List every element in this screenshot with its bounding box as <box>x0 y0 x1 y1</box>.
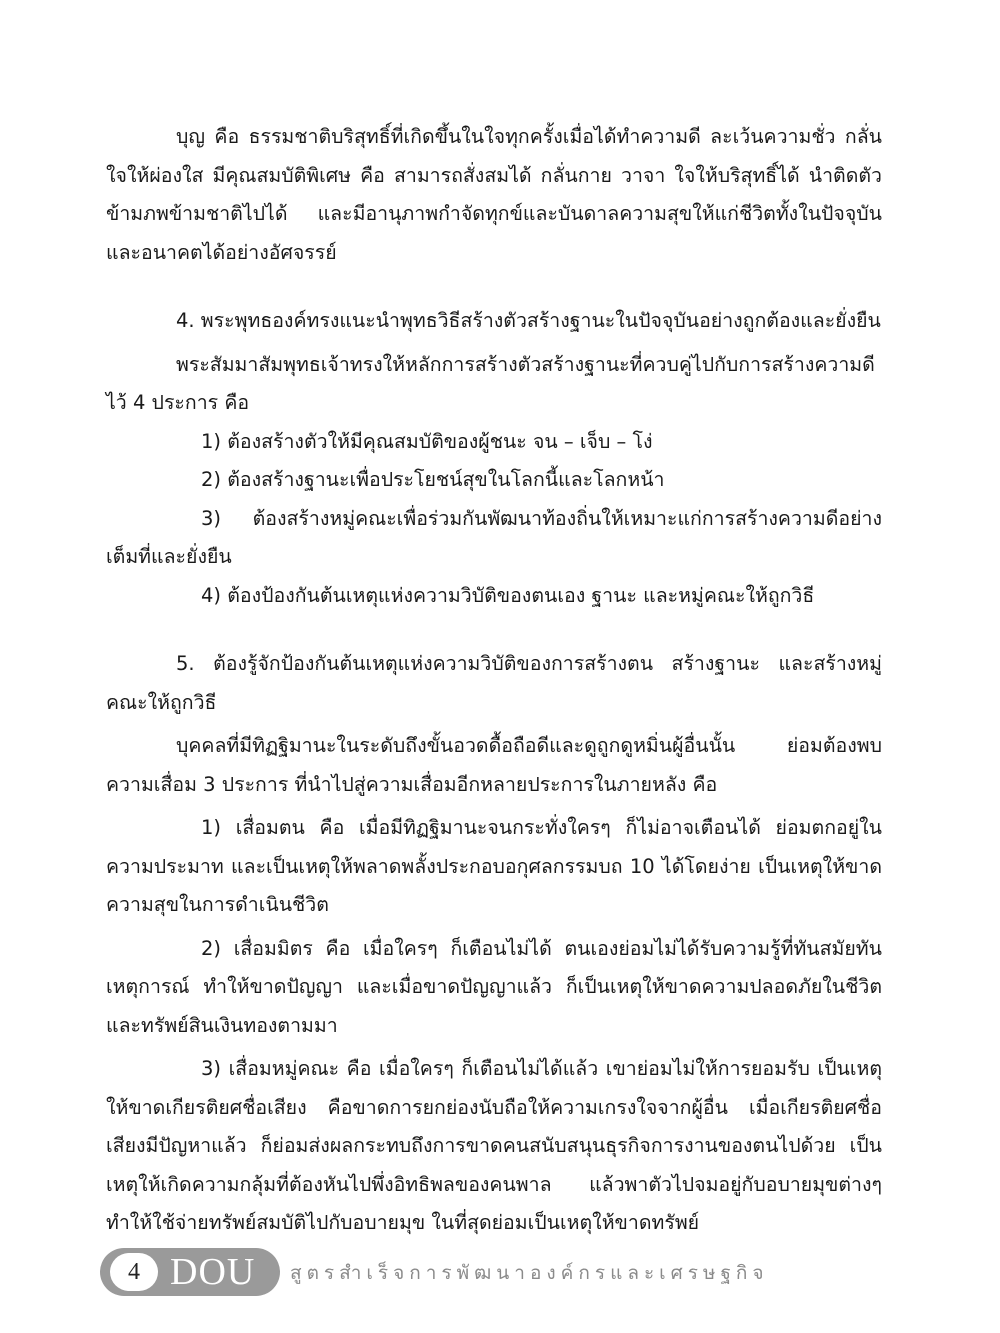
paragraph-section-4-intro: พระสัมมาสัมพุทธเจ้าทรงให้หลักการสร้างตัวสร้างฐานะที่ควบคู่ไปกับการสร้างความดีไว้ 4 ประการ คือ <box>106 352 875 414</box>
list-item-4-4: 4) ต้องป้องกันต้นเหตุแห่งความวิบัติของตนเอง ฐานะ และหมู่คณะให้ถูกวิธี <box>201 583 815 607</box>
list-item-5-3: 3) เสื่อมหมู่คณะ คือ เมื่อใครๆ ก็เตือนไม่ได้แล้ว เขาย่อมไม่ให้การยอมรับ เป็นเหตุให้ขาดเกียรติยศชื่อเสียง คือขาดการยกย่องนับถือให้ความเกรงใจจากผู้อื่น เมื่อเกียรติยศชื่อเสียงมีปัญหาแล้ว ก็ย่อมส่งผลกระทบถึงการขาดคนสนับสนุนธุรกิจการงานของตนไปด้วย เป็นเหตุให้เกิดความกลุ้มที่ต้องหันไปพึ่งอิทธิพลของคนพาล แล้วพาตัวไปจมอยู่กับอบายมุขต่างๆ ทำให้ใช้จ่ายทรัพย์สมบัติไปกับอบายมุข ในที่สุดย่อมเป็นเหตุให้ขาดทรัพย์ <box>106 1057 882 1234</box>
page-number: 4 <box>110 1253 158 1291</box>
list-item-4-2: 2) ต้องสร้างฐานะเพื่อประโยชน์สุขในโลกนี้และโลกหน้า <box>201 468 665 491</box>
section-heading-5: 5. ต้องรู้จักป้องกันต้นเหตุแห่งความวิบัติของการสร้างตน สร้างฐานะ และสร้างหมู่คณะให้ถูกวิธี <box>106 652 882 714</box>
paragraph-section-5-intro: บุคคลที่มีทิฏฐิมานะในระดับถึงขั้นอวดดื้อถือดีและดูถูกดูหมิ่นผู้อื่นนั้น ย่อมต้องพบความเสื่อม 3 ประการ ที่นำไปสู่ความเสื่อมอีกหลายประการในภายหลัง คือ <box>106 734 882 796</box>
list-item-4-3: 3) ต้องสร้างหมู่คณะเพื่อร่วมกันพัฒนาท้องถิ่นให้เหมาะแก่การสร้างความดีอย่างเต็มที่และยั่งยืน <box>106 506 882 568</box>
page-footer <box>100 1248 960 1296</box>
list-item-5-2: 2) เสื่อมมิตร คือ เมื่อใครๆ ก็เตือนไม่ได้ ตนเองย่อมไม่ได้รับความรู้ที่ทันสมัยทันเหตุการณ์ ทำให้ขาดปัญญา และเมื่อขาดปัญญาแล้ว ก็เป็นเหตุให้ขาดความปลอดภัยในชีวิตและทรัพย์สินเงินทองตามมา <box>106 936 882 1037</box>
paragraph-merit-definition: บุญ คือ ธรรมชาติบริสุทธิ์ที่เกิดขึ้นในใจทุกครั้งเมื่อได้ทำความดี ละเว้นความชั่ว กลั่นใจให้ผ่องใส มีคุณสมบัติพิเศษ คือ สามารถสั่งสมได้ กลั่นกาย วาจา ใจให้บริสุทธิ์ได้ นำติดตัวข้ามภพข้ามชาติไปได้ และมีอานุภาพกำจัดทุกข์และบันดาลความสุขให้แก่ชีวิตทั้งในปัจจุบันและอนาคตได้อย่างอัศจรรย์ <box>106 125 882 264</box>
book-title: สูตรสำเร็จการพัฒนาองค์กรและเศรษฐกิจ <box>290 1262 769 1284</box>
list-item-5-1: 1) เสื่อมตน คือ เมื่อมีทิฏฐิมานะจนกระทั่งใครๆ ก็ไม่อาจเตือนได้ ย่อมตกอยู่ในความประมาท และเป็นเหตุให้พลาดพลั้งประกอบอกุศลกรรมบถ 10 ได้โดยง่าย เป็นเหตุให้ขาดความสุขในการดำเนินชีวิต <box>106 816 882 916</box>
dou-logo-badge <box>100 1248 280 1296</box>
list-item-4-1: 1) ต้องสร้างตัวให้มีคุณสมบัติของผู้ชนะ จน – เจ็บ – โง่ <box>201 429 653 453</box>
page-body <box>106 118 882 1243</box>
section-heading-4: 4. พระพุทธองค์ทรงแนะนำพุทธวิธีสร้างตัวสร้างฐานะในปัจจุบันอย่างถูกต้องและยั่งยืน <box>176 309 881 332</box>
dou-logo-text: DOU <box>170 1251 256 1293</box>
